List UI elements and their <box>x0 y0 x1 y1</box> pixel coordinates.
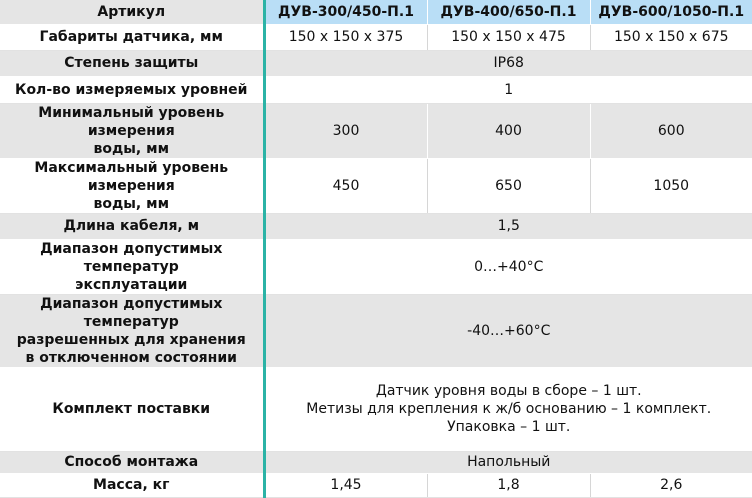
value-cable-length: 1,5 <box>264 213 752 239</box>
label-min-level-line-1: Минимальный уровень измерения <box>38 104 225 139</box>
label-max-level-line-2: воды, мм <box>93 195 170 212</box>
value-max-level-1: 450 <box>264 158 427 213</box>
label-mounting: Способ монтажа <box>0 451 264 473</box>
value-storage-temp: -40…+60°C <box>264 294 752 367</box>
row-cable-length <box>0 213 752 239</box>
value-dimensions-1: 150 x 150 x 375 <box>264 24 427 50</box>
row-storage-temp <box>0 294 752 367</box>
value-mounting: Напольный <box>264 451 752 473</box>
row-min-level <box>0 103 752 158</box>
label-min-level <box>0 103 264 158</box>
value-levels-count: 1 <box>264 76 752 103</box>
label-storage-temp <box>0 294 264 367</box>
row-dimensions <box>0 24 752 50</box>
label-operating-temp <box>0 239 264 294</box>
package-line-2: Метизы для крепления к ж/б основанию – 1 комплект. <box>306 401 712 417</box>
label-storage-temp-line-3: в отключенном состоянии <box>25 349 237 366</box>
model-1: ДУВ-300/450-П.1 <box>264 0 427 24</box>
model-2: ДУВ-400/650-П.1 <box>427 0 590 24</box>
label-dimensions: Габариты датчика, мм <box>0 24 264 50</box>
model-3: ДУВ-600/1050-П.1 <box>590 0 752 24</box>
label-protection: Степень защиты <box>0 50 264 76</box>
label-max-level <box>0 158 264 213</box>
value-dimensions-2: 150 x 150 x 475 <box>427 24 590 50</box>
value-dimensions-3: 150 x 150 x 675 <box>590 24 752 50</box>
row-levels-count <box>0 76 752 103</box>
label-min-level-line-2: воды, мм <box>93 140 170 157</box>
value-protection: IP68 <box>264 50 752 76</box>
row-article <box>0 0 752 24</box>
row-package <box>0 367 752 451</box>
label-cable-length: Длина кабеля, м <box>0 213 264 239</box>
package-line-1: Датчик уровня воды в сборе – 1 шт. <box>375 383 642 399</box>
label-storage-temp-line-1: Диапазон допустимых температур <box>40 295 223 330</box>
label-max-level-line-1: Максимальный уровень измерения <box>34 159 229 194</box>
label-mass: Масса, кг <box>0 473 264 497</box>
row-protection <box>0 50 752 76</box>
value-mass-3: 2,6 <box>590 473 752 497</box>
value-operating-temp: 0…+40°C <box>264 239 752 294</box>
label-operating-temp-line-1: Диапазон допустимых температур <box>40 240 223 275</box>
package-line-3: Упаковка – 1 шт. <box>447 419 571 435</box>
value-max-level-3: 1050 <box>590 158 752 213</box>
value-package <box>264 367 752 451</box>
label-article: Артикул <box>0 0 264 24</box>
value-min-level-3: 600 <box>590 103 752 158</box>
row-operating-temp <box>0 239 752 294</box>
value-mass-2: 1,8 <box>427 473 590 497</box>
label-storage-temp-line-2: разрешенных для хранения <box>16 331 246 348</box>
label-package: Комплект поставки <box>0 367 264 451</box>
value-min-level-2: 400 <box>427 103 590 158</box>
value-max-level-2: 650 <box>427 158 590 213</box>
row-mass <box>0 473 752 497</box>
label-levels-count: Кол-во измеряемых уровней <box>0 76 264 103</box>
value-mass-1: 1,45 <box>264 473 427 497</box>
row-max-level <box>0 158 752 213</box>
label-operating-temp-line-2: эксплуатации <box>75 276 188 293</box>
value-min-level-1: 300 <box>264 103 427 158</box>
row-mounting <box>0 451 752 473</box>
